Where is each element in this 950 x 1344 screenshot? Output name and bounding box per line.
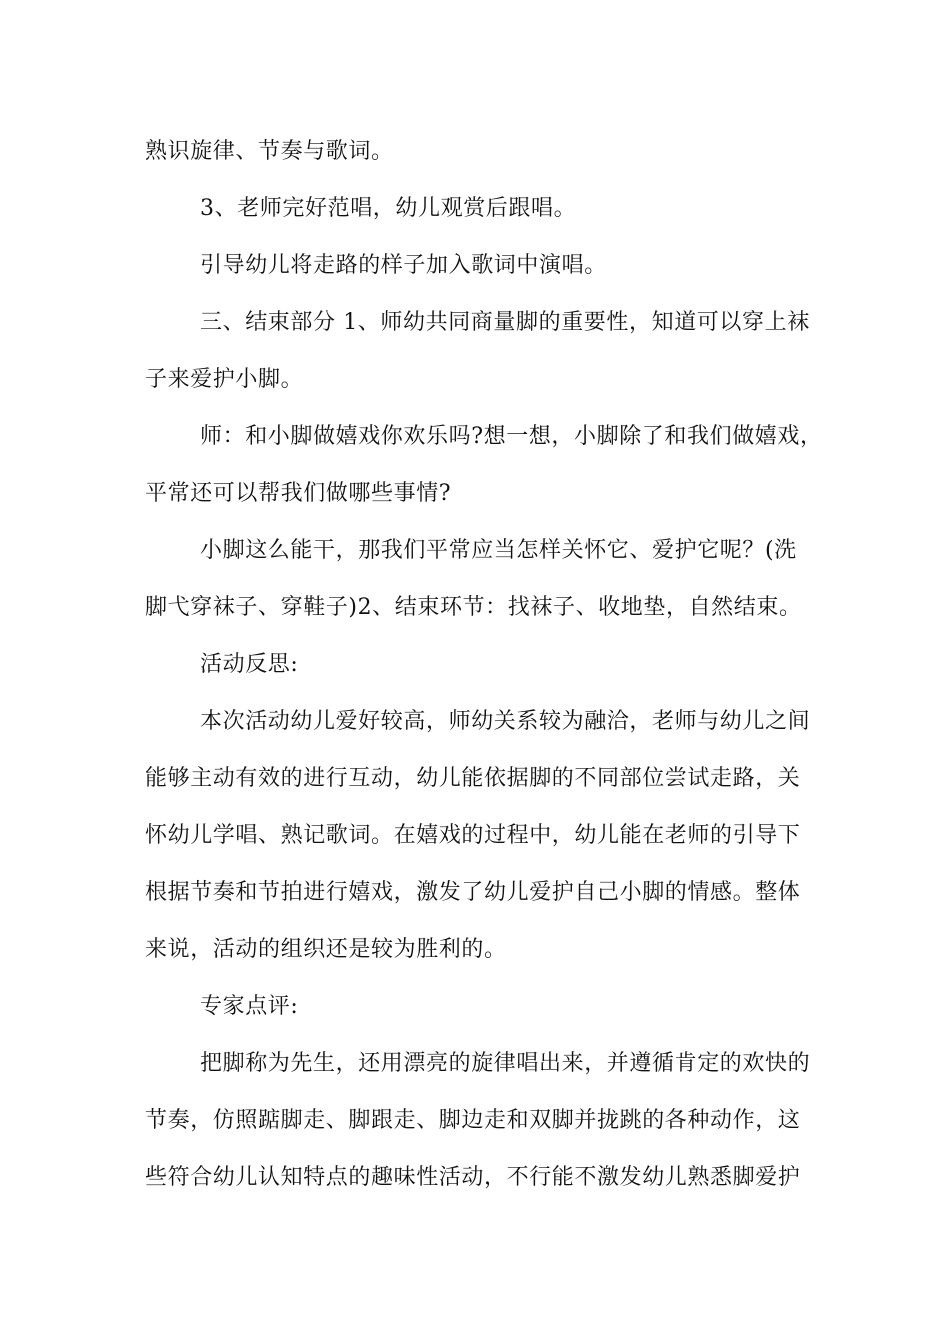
text-line: 根据节奏和节拍进行嬉戏，激发了幼儿爱护自己小脚的情感。整体 [145, 880, 801, 905]
text-line: 节奏，仿照踮脚走、脚跟走、脚边走和双脚并拢跳的各种动作，这 [145, 1108, 801, 1133]
text-line: 熟识旋律、节奏与歌词。 [145, 139, 394, 164]
text-line: 三、结束部分 1、师幼共同商量脚的重要性，知道可以穿上袜 [200, 310, 810, 335]
text-line: 平常还可以帮我们做哪些事情? [145, 481, 452, 506]
text-line: 能够主动有效的进行互动，幼儿能依据脚的不同部位尝试走路，关 [145, 766, 801, 791]
section-heading: 专家点评: [200, 994, 299, 1019]
text-line: 脚弋穿袜子、穿鞋子)2、结束环节：找袜子、收地垫，自然结束。 [145, 595, 802, 620]
text-line: 小脚这么能干，那我们平常应当怎样关怀它、爱护它呢？(洗 [200, 538, 797, 563]
text-line: 本次活动幼儿爱好较高，师幼关系较为融洽，老师与幼儿之间 [200, 709, 811, 734]
text-line: 来说，活动的组织还是较为胜利的。 [145, 937, 507, 962]
text-line: 子来爱护小脚。 [145, 367, 304, 392]
text-line: 怀幼儿学唱、熟记歌词。在嬉戏的过程中，幼儿能在老师的引导下 [145, 823, 801, 848]
text-line: 3、老师完好范唱，幼儿观赏后跟唱。 [200, 196, 577, 221]
text-line: 些符合幼儿认知特点的趣味性活动，不行能不激发幼儿熟悉脚爱护 [145, 1165, 801, 1190]
section-heading: 活动反思: [200, 652, 299, 677]
text-line: 把脚称为先生，还用漂亮的旋律唱出来，并遵循肯定的欢快的 [200, 1051, 811, 1076]
text-line: 引导幼儿将走路的样子加入歌词中演唱。 [200, 253, 607, 278]
text-line: 师：和小脚做嬉戏你欢乐吗?想一想，小脚除了和我们做嬉戏， [200, 424, 823, 449]
